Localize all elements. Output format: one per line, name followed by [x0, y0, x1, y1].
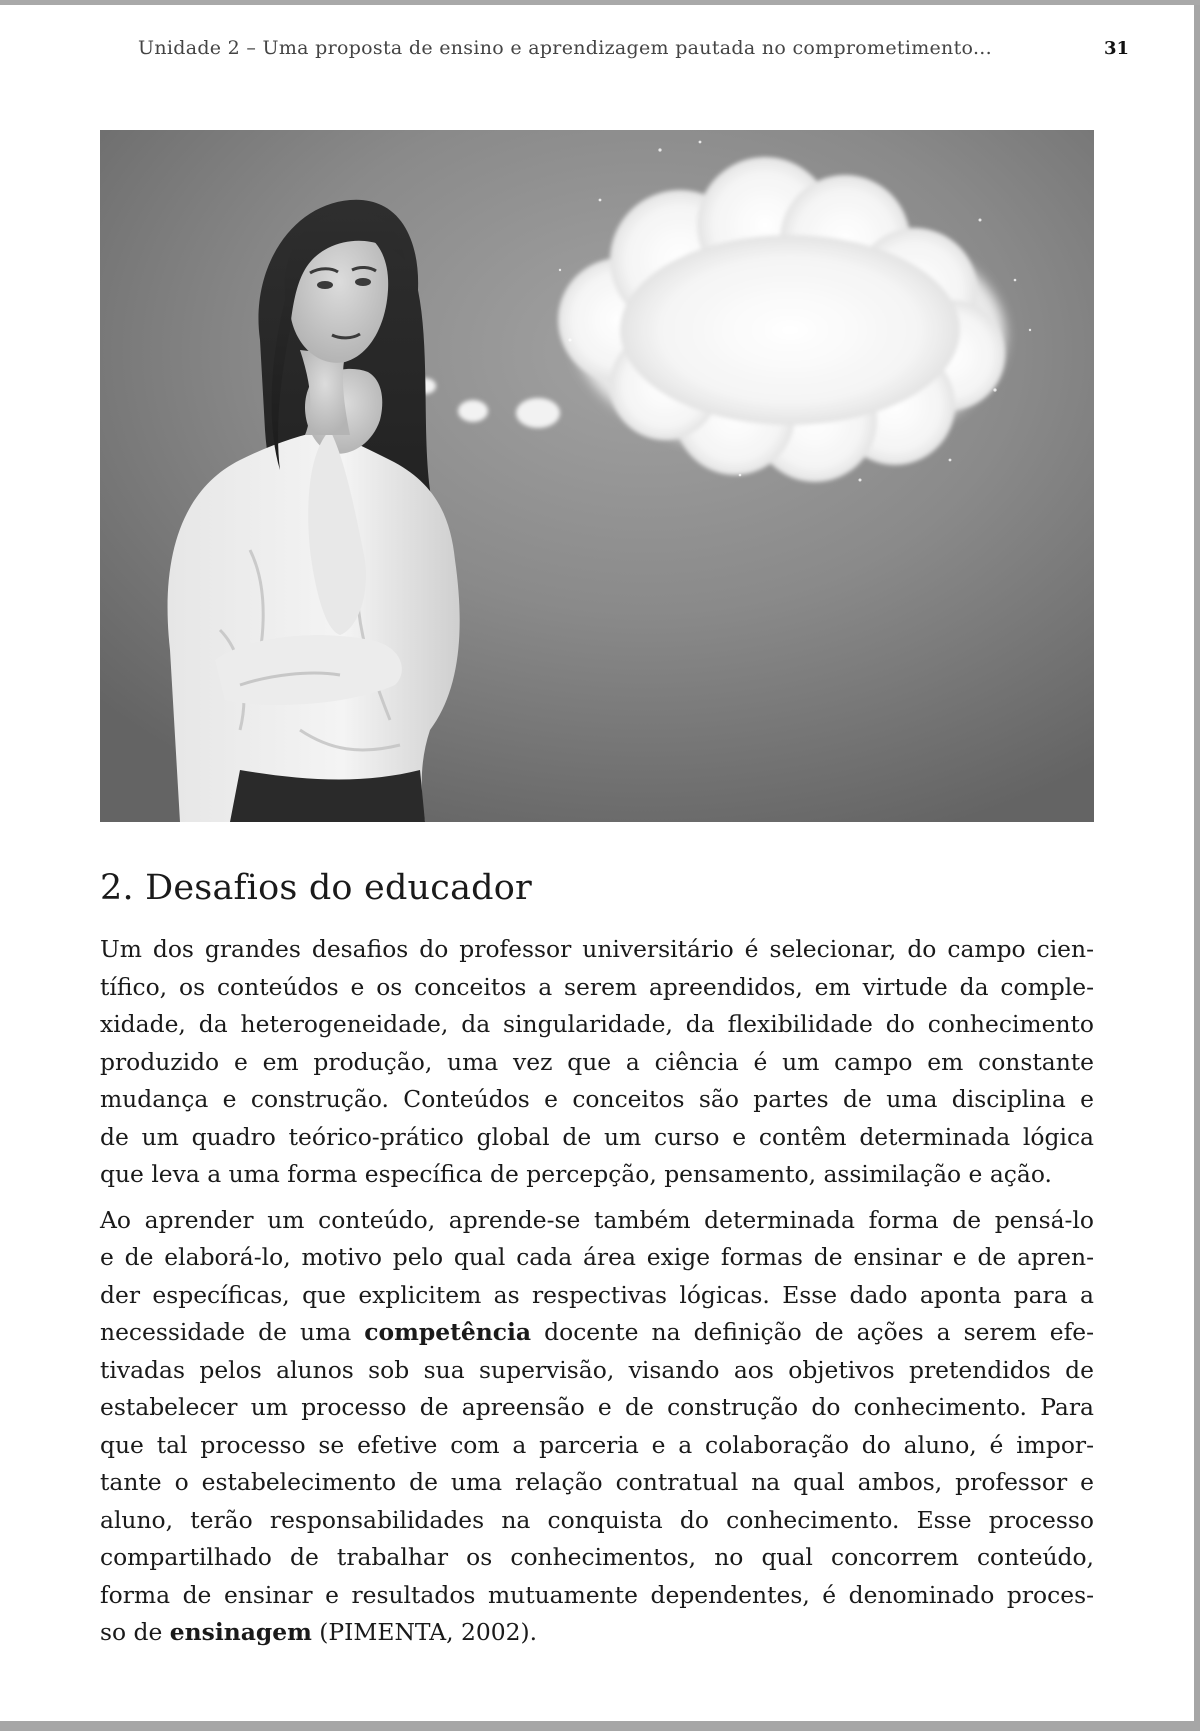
- text-line: que tal processo se efetive com a parceria e a colaboração do aluno, é impor-: [100, 1430, 1094, 1459]
- text-line: [100, 1314, 1094, 1352]
- body-text: [100, 931, 1094, 1660]
- text-line: compartilhado de trabalhar os conhecimentos, no qual concorrem conteúdo,: [100, 1543, 1094, 1571]
- text-line: mudança e construção. Conteúdos e conceitos são partes de uma disciplina e: [100, 1085, 1094, 1113]
- text-line: xidade, da heterogeneidade, da singularidade, da flexibilidade do conhecimento: [100, 1010, 1094, 1038]
- paragraph-1: [100, 931, 1094, 1194]
- text-line: de um quadro teórico-prático global de um curso e contêm determinada lógica: [100, 1122, 1094, 1151]
- term-competencia: competência: [364, 1318, 532, 1346]
- text-line: aluno, terão responsabilidades na conquista do conhecimento. Esse processo: [100, 1505, 1094, 1534]
- text-line: e de elaborá-lo, motivo pelo qual cada área exige formas de ensinar e de apren-: [100, 1243, 1094, 1271]
- text-line: Ao aprender um conteúdo, aprende-se também determinada forma de pensá-lo: [100, 1205, 1094, 1234]
- text-line: Um dos grandes desafios do professor universitário é selecionar, do campo cien-: [100, 935, 1094, 963]
- text-line: [100, 1614, 1094, 1652]
- term-ensinagem: ensinagem: [169, 1618, 312, 1646]
- text-line: forma de ensinar e resultados mutuamente dependentes, é denominado proces-: [100, 1580, 1094, 1609]
- text-segment: docente na definição de ações a serem efe-: [531, 1318, 1094, 1346]
- citation: (PIMENTA, 2002).: [311, 1618, 538, 1646]
- text-line: tante o estabelecimento de uma relação contratual na qual ambos, professor e: [100, 1468, 1094, 1496]
- book-page: [0, 5, 1200, 1731]
- text-line: que leva a uma forma específica de percepção, pensamento, assimilação e ação.: [100, 1160, 1052, 1188]
- woman-thinking-illustration: [100, 130, 1094, 822]
- text-line: produzido e em produção, uma vez que a ciência é um campo em constante: [100, 1047, 1094, 1076]
- text-line: der específicas, que explicitem as respectivas lógicas. Esse dado aponta para a: [100, 1280, 1094, 1309]
- text-line: tífico, os conteúdos e os conceitos a serem apreendidos, em virtude da comple-: [100, 972, 1094, 1001]
- page-number: 31: [1104, 38, 1130, 59]
- running-head: Unidade 2 – Uma proposta de ensino e aprendizagem pautada no comprometimento...: [138, 37, 992, 59]
- paragraph-2: [100, 1202, 1094, 1652]
- illustration-photo: [100, 130, 1094, 822]
- section-title: 2. Desafios do educador: [100, 868, 532, 908]
- text-segment: so de: [100, 1618, 170, 1646]
- text-line: estabelecer um processo de apreensão e de construção do conhecimento. Para: [100, 1393, 1094, 1421]
- text-segment: necessidade de uma: [100, 1318, 365, 1346]
- text-line: tivadas pelos alunos sob sua supervisão, visando aos objetivos pretendidos de: [100, 1355, 1094, 1384]
